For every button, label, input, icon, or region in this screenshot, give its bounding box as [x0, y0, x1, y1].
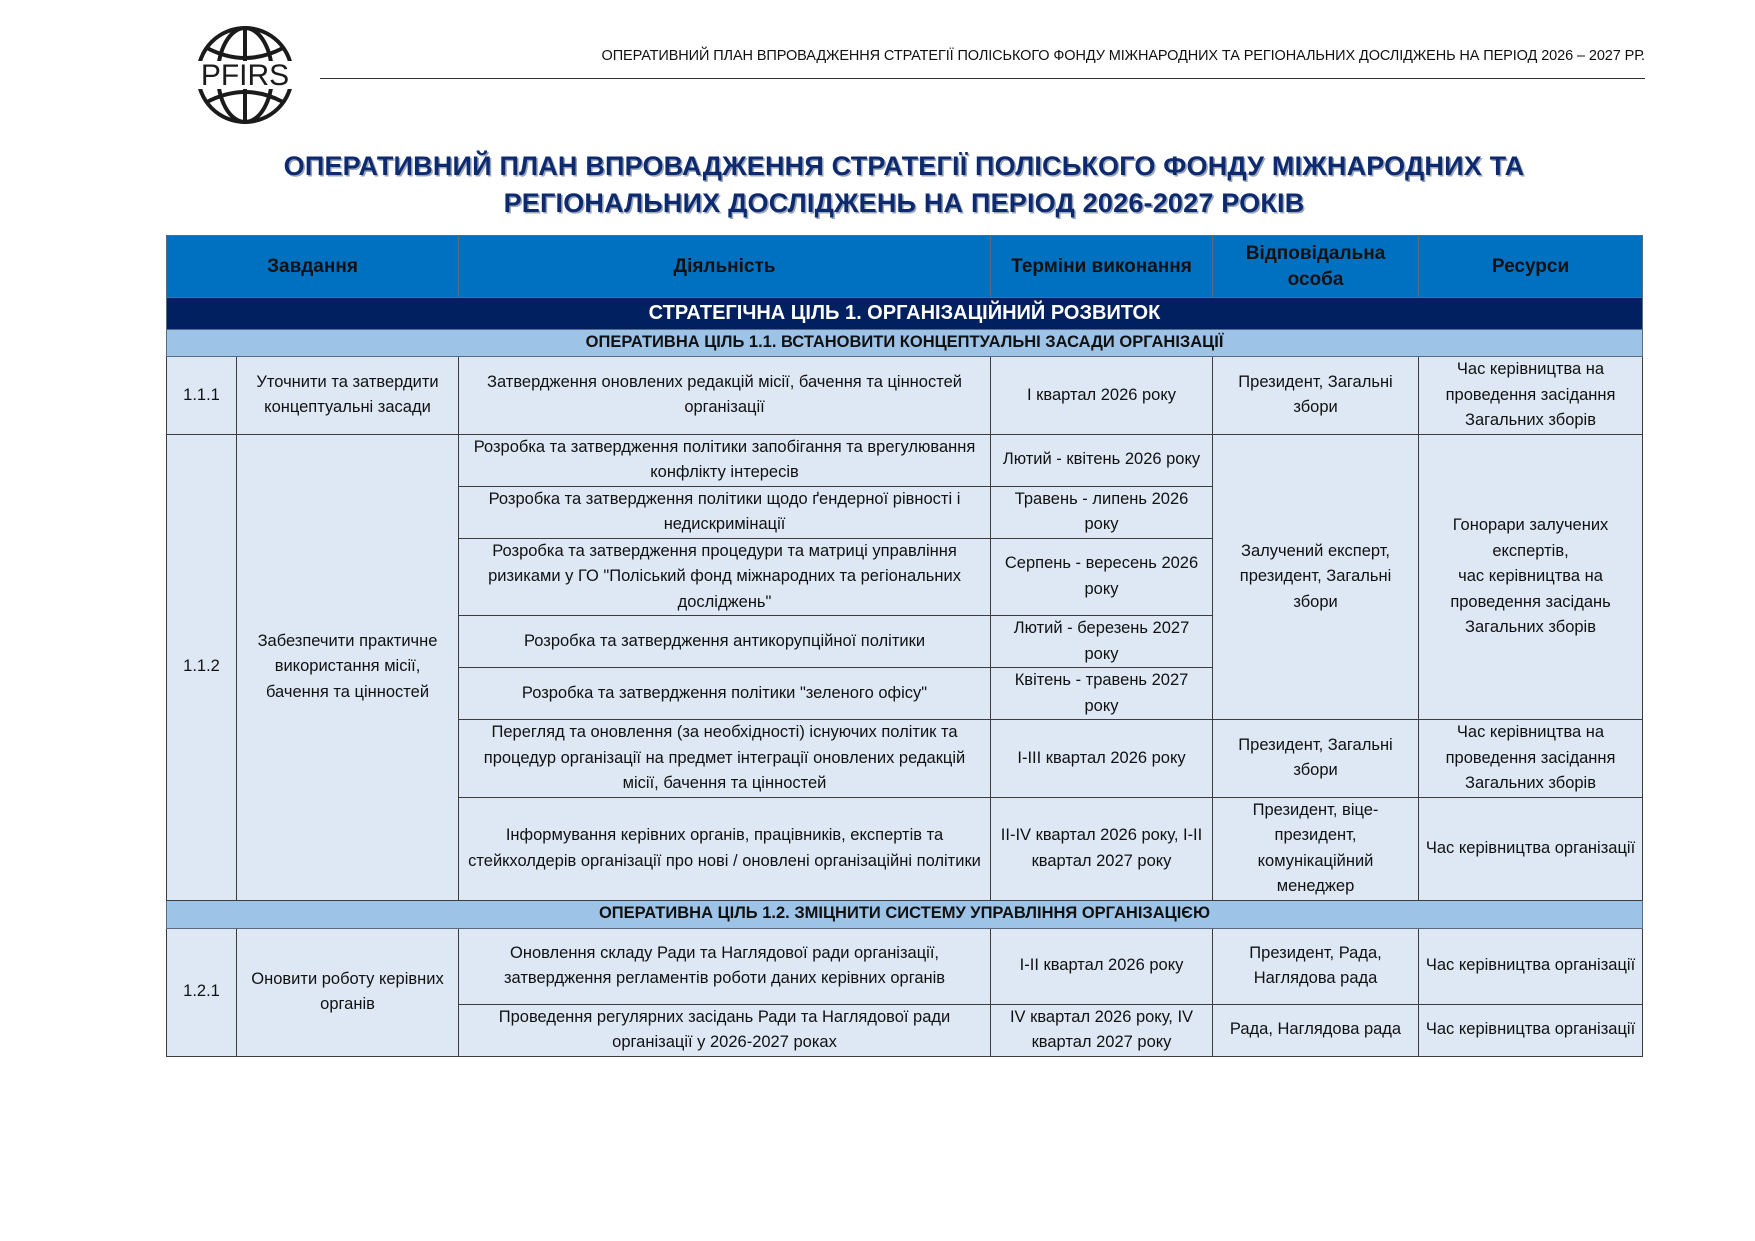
activity-cell: Розробка та затвердження процедури та матриці управління ризиками у ГО "Поліський фонд міжнародних та регіональних досліджень" — [459, 538, 991, 616]
operational-goal-1-1: ОПЕРАТИВНА ЦІЛЬ 1.1. ВСТАНОВИТИ КОНЦЕПТУАЛЬНІ ЗАСАДИ ОРГАНІЗАЦІЇ — [167, 330, 1643, 357]
activity-cell: Розробка та затвердження політики щодо ґендерної рівності і недискримінації — [459, 486, 991, 538]
timing-cell: Квітень - травень 2027 року — [991, 668, 1213, 720]
timing-cell: Серпень - вересень 2026 року — [991, 538, 1213, 616]
resources-cell: Гонорари залучених експертів, час керівництва на проведення засідань Загальних зборів — [1419, 434, 1643, 720]
globe-icon — [193, 23, 297, 127]
task-name: Уточнити та затвердити концептуальні засади — [237, 357, 459, 435]
header-rule — [320, 78, 1645, 79]
activity-cell: Розробка та затвердження антикорупційної політики — [459, 616, 991, 668]
title-line-1: ОПЕРАТИВНИЙ ПЛАН ВПРОВАДЖЕННЯ СТРАТЕГІЇ ПОЛІСЬКОГО ФОНДУ МІЖНАРОДНИХ ТА — [283, 151, 1525, 181]
activity-cell: Інформування керівних органів, працівників, експертів та стейкхолдерів організації про нові / оновлені організаційні політики — [459, 797, 991, 900]
title-line-2: РЕГІОНАЛЬНИХ ДОСЛІДЖЕНЬ НА ПЕРІОД 2026-2027 РОКІВ — [503, 188, 1305, 218]
timing-cell: I квартал 2026 року — [991, 357, 1213, 435]
activity-cell: Розробка та затвердження політики запобігання та врегулювання конфлікту інтересів — [459, 434, 991, 486]
timing-cell: II-IV квартал 2026 року, I-II квартал 2027 року — [991, 797, 1213, 900]
operational-goal-row — [167, 900, 1643, 928]
strategic-goal-row — [167, 298, 1643, 330]
activity-cell: Проведення регулярних засідань Ради та Наглядової ради організації у 2026-2027 роках — [459, 1004, 991, 1056]
header-task: Завдання — [167, 236, 459, 298]
resources-cell: Час керівництва організації — [1419, 1004, 1643, 1056]
timing-cell: IV квартал 2026 року, IV квартал 2027 року — [991, 1004, 1213, 1056]
resources-cell: Час керівництва на проведення засідання Загальних зборів — [1419, 720, 1643, 798]
document-title — [166, 148, 1642, 222]
running-header: ОПЕРАТИВНИЙ ПЛАН ВПРОВАДЖЕННЯ СТРАТЕГІЇ ПОЛІСЬКОГО ФОНДУ МІЖНАРОДНИХ ТА РЕГІОНАЛЬНИХ ДОСЛІДЖЕНЬ НА ПЕРІОД 2026 – 2027 РР. — [601, 48, 1645, 64]
responsible-cell: Президент, Рада, Наглядова рада — [1213, 928, 1419, 1004]
operational-goal-1-2: ОПЕРАТИВНА ЦІЛЬ 1.2. ЗМІЦНИТИ СИСТЕМУ УПРАВЛІННЯ ОРГАНІЗАЦІЄЮ — [167, 900, 1643, 928]
timing-cell: I-II квартал 2026 року — [991, 928, 1213, 1004]
timing-cell: Лютий - березень 2027 року — [991, 616, 1213, 668]
task-name: Забезпечити практичне використання місії, бачення та цінностей — [237, 434, 459, 900]
responsible-cell: Президент, Загальні збори — [1213, 720, 1419, 798]
table-row — [167, 357, 1643, 435]
header-activity: Діяльність — [459, 236, 991, 298]
task-number: 1.1.1 — [167, 357, 237, 435]
responsible-cell: Залучений експерт, президент, Загальні збори — [1213, 434, 1419, 720]
timing-cell: I-III квартал 2026 року — [991, 720, 1213, 798]
pfirs-logo — [193, 23, 297, 127]
operational-goal-row — [167, 330, 1643, 357]
table-row — [167, 434, 1643, 486]
timing-cell: Лютий - квітень 2026 року — [991, 434, 1213, 486]
activity-cell: Перегляд та оновлення (за необхідності) існуючих політик та процедур організації на предмет інтеграції оновлених редакцій місії, бачення та цінностей — [459, 720, 991, 798]
table-header-row — [167, 236, 1643, 298]
activity-cell: Оновлення складу Ради та Наглядової ради організації, затвердження регламентів роботи даних керівних органів — [459, 928, 991, 1004]
task-number: 1.2.1 — [167, 928, 237, 1056]
operational-plan-table — [166, 235, 1643, 1057]
header-responsible: Відповідальна особа — [1213, 236, 1419, 298]
resources-cell: Час керівництва організації — [1419, 928, 1643, 1004]
task-name: Оновити роботу керівних органів — [237, 928, 459, 1056]
resources-cell: Час керівництва організації — [1419, 797, 1643, 900]
responsible-cell: Президент, віце-президент, комунікаційний менеджер — [1213, 797, 1419, 900]
responsible-cell: Рада, Наглядова рада — [1213, 1004, 1419, 1056]
strategic-goal-1: СТРАТЕГІЧНА ЦІЛЬ 1. ОРГАНІЗАЦІЙНИЙ РОЗВИТОК — [167, 298, 1643, 330]
resources-cell: Час керівництва на проведення засідання Загальних зборів — [1419, 357, 1643, 435]
activity-cell: Розробка та затвердження політики "зеленого офісу" — [459, 668, 991, 720]
activity-cell: Затвердження оновлених редакцій місії, бачення та цінностей організації — [459, 357, 991, 435]
responsible-cell: Президент, Загальні збори — [1213, 357, 1419, 435]
timing-cell: Травень - липень 2026 року — [991, 486, 1213, 538]
task-number: 1.1.2 — [167, 434, 237, 900]
logo-text: PFIRS — [200, 59, 290, 92]
header-resources: Ресурси — [1419, 236, 1643, 298]
header-timing: Терміни виконання — [991, 236, 1213, 298]
table-row — [167, 928, 1643, 1004]
